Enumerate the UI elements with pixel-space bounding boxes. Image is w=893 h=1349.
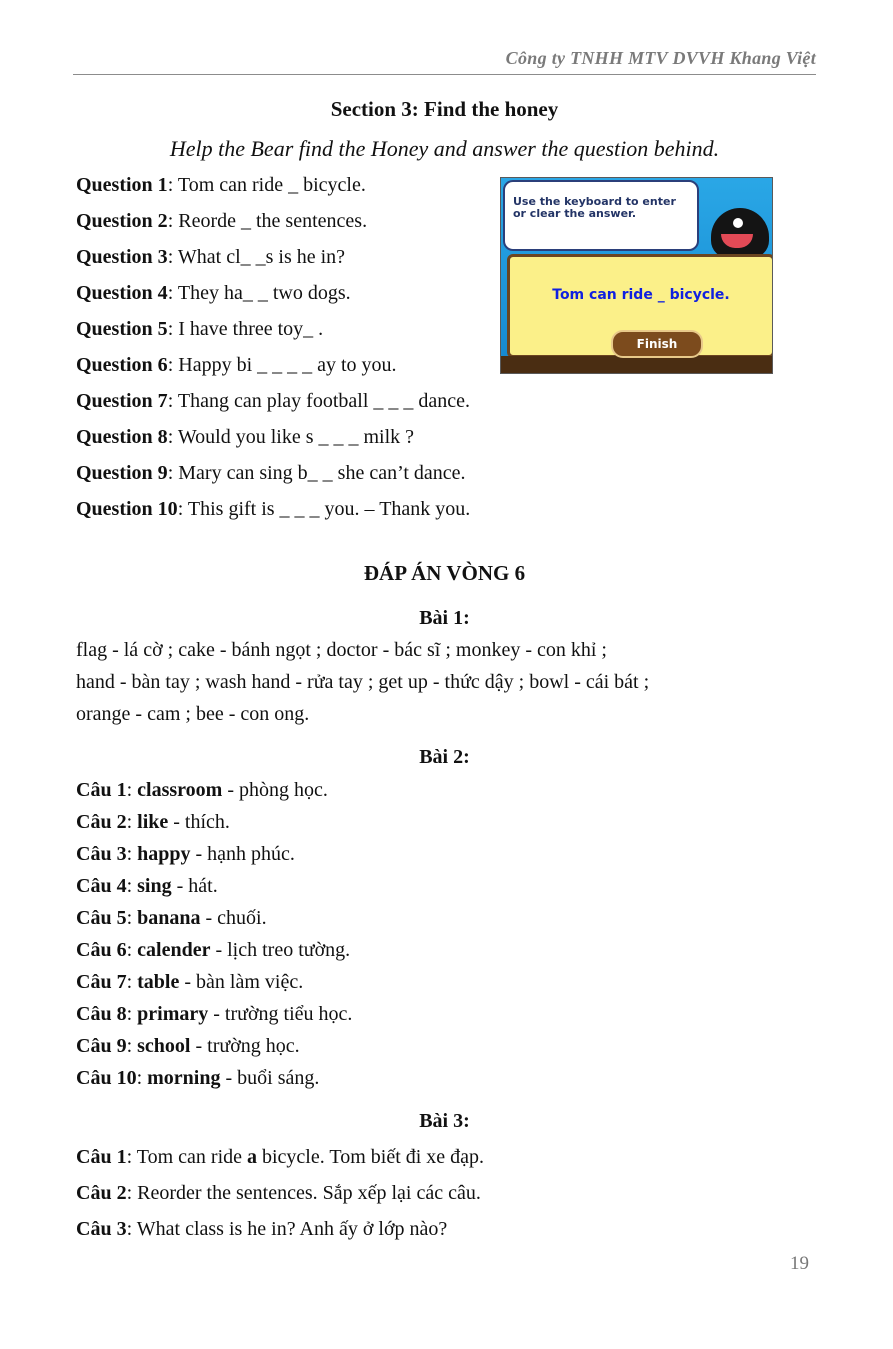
question-text: : Tom can ride _ bicycle. <box>167 174 366 196</box>
answer-item <box>76 1146 484 1169</box>
answer-meaning: - bàn làm việc. <box>179 971 304 993</box>
answer-label: Câu 4 <box>76 875 127 897</box>
question-line <box>76 174 366 197</box>
finish-button[interactable]: Finish <box>611 330 703 358</box>
bai1-line: flag - lá cờ ; cake - bánh ngọt ; doctor - bác sĩ ; monkey - con khỉ ; <box>76 639 607 661</box>
creature-mouth <box>721 234 753 248</box>
answer-meaning: - phòng học. <box>222 779 328 801</box>
question-label: Question 7 <box>76 390 168 412</box>
answer-label: Câu 1 <box>76 779 127 801</box>
question-label: Question 2 <box>76 210 168 232</box>
answer-word: calender <box>137 939 211 961</box>
answer-label: Câu 5 <box>76 907 127 929</box>
answer-word: sing <box>137 875 172 897</box>
question-label: Question 6 <box>76 354 168 376</box>
answers-title: ĐÁP ÁN VÒNG 6 <box>363 561 526 585</box>
answer-item: Câu 7: table - bàn làm việc. <box>76 971 304 993</box>
question-line <box>76 390 470 413</box>
ground <box>501 356 772 373</box>
answer-word: morning <box>147 1067 221 1089</box>
answer-meaning: - hạnh phúc. <box>190 843 295 865</box>
answer-item: Câu 9: school - trường học. <box>76 1035 300 1057</box>
question-line <box>76 462 466 485</box>
answer-item: Câu 1: classroom - phòng học. <box>76 779 328 801</box>
question-label: Question 1 <box>76 174 168 196</box>
answer-item: Câu 6: calender - lịch treo tường. <box>76 939 351 961</box>
answer-word: table <box>137 971 180 993</box>
answer-label: Câu 2 <box>76 811 127 833</box>
answer-item: Câu 3: happy - hạnh phúc. <box>76 843 295 865</box>
answer-meaning: - buổi sáng. <box>220 1067 320 1089</box>
question-text: : Reorde _ the sentences. <box>167 210 368 232</box>
creature-icon <box>711 208 769 258</box>
answer-word: banana <box>137 907 201 929</box>
answer-label: Câu 7 <box>76 971 127 993</box>
bai1-line: orange - cam ; bee - con ong. <box>76 703 310 725</box>
answer-meaning: - lịch treo tường. <box>210 939 351 961</box>
answer-label: Câu 8 <box>76 1003 127 1025</box>
answer-label: Câu 3 <box>76 843 127 865</box>
question-line <box>76 246 345 269</box>
answer-label: Câu 2 <box>76 1182 127 1204</box>
question-line <box>76 426 414 449</box>
answer-label: Câu 1 <box>76 1146 127 1168</box>
question-text: : I have three toy_ . <box>167 318 324 340</box>
answer-text: bicycle. Tom biết đi xe đạp. <box>257 1146 485 1168</box>
answer-item: Câu 10: morning - buổi sáng. <box>76 1067 320 1089</box>
question-text: : Would you like s _ _ _ milk ? <box>167 426 415 448</box>
answer-word: a <box>247 1146 257 1168</box>
bai3-heading: Bài 3: <box>419 1110 470 1132</box>
answer-item: Câu 8: primary - trường tiểu học. <box>76 1003 353 1025</box>
question-text: : Mary can sing b_ _ she can’t dance. <box>167 462 466 484</box>
answer-label: Câu 9 <box>76 1035 127 1057</box>
question-line <box>76 498 470 521</box>
answer-word: happy <box>137 843 191 865</box>
answer-word: like <box>137 811 169 833</box>
answer-meaning: - thích. <box>168 811 230 833</box>
answer-meaning: - chuối. <box>200 907 267 929</box>
answer-text: : What class is he in? Anh ấy ở lớp nào? <box>126 1218 448 1240</box>
bai2-heading: Bài 2: <box>419 746 470 768</box>
answer-label: Câu 6 <box>76 939 127 961</box>
question-label: Question 8 <box>76 426 168 448</box>
answer-word: primary <box>137 1003 209 1025</box>
question-label: Question 10 <box>76 498 178 520</box>
answer-item: Câu 4: sing - hát. <box>76 875 218 897</box>
answer-label: Câu 10 <box>76 1067 137 1089</box>
question-line <box>76 354 397 377</box>
page-number: 19 <box>790 1253 809 1274</box>
bubble-text: Use the keyboard to enter or clear the answer. <box>513 195 676 220</box>
answer-meaning: - trường học. <box>190 1035 300 1057</box>
question-label: Question 3 <box>76 246 168 268</box>
answer-text: : Reorder the sentences. Sắp xếp lại các câu. <box>126 1182 481 1204</box>
company-name: Công ty TNHH MTV DVVH Khang Việt <box>505 48 816 68</box>
question-text: : What cl_ _s is he in? <box>167 246 346 268</box>
answer-word: school <box>137 1035 191 1057</box>
question-line <box>76 210 367 233</box>
answer-meaning: - trường tiểu học. <box>208 1003 353 1025</box>
creature-eye <box>733 218 743 228</box>
section-subtitle: Help the Bear find the Honey and answer the question behind. <box>169 136 720 161</box>
question-text: : Thang can play football _ _ _ dance. <box>167 390 471 412</box>
answer-label: Câu 3 <box>76 1218 127 1240</box>
bai1-line: hand - bàn tay ; wash hand - rửa tay ; get up - thức dậy ; bowl - cái bát ; <box>76 671 650 693</box>
answer-text: : Tom can ride <box>126 1146 247 1168</box>
answer-item: Câu 5: banana - chuối. <box>76 907 267 929</box>
answer-item <box>76 1218 447 1241</box>
speech-bubble <box>503 180 699 251</box>
game-screenshot <box>500 177 773 374</box>
answer-meaning: - hát. <box>171 875 218 897</box>
question-label: Question 5 <box>76 318 168 340</box>
bai1-heading: Bài 1: <box>419 607 470 629</box>
page-header <box>73 48 816 75</box>
answer-word: classroom <box>137 779 223 801</box>
question-line <box>76 318 323 341</box>
answer-item <box>76 1182 481 1205</box>
answer-item: Câu 2: like - thích. <box>76 811 230 833</box>
section-title: Section 3: Find the honey <box>330 97 559 121</box>
question-label: Question 9 <box>76 462 168 484</box>
question-text: : Happy bi _ _ _ _ ay to you. <box>167 354 397 376</box>
question-line <box>76 282 351 305</box>
question-text: : They ha_ _ two dogs. <box>167 282 351 304</box>
question-label: Question 4 <box>76 282 168 304</box>
board-question-text: Tom can ride _ bicycle. <box>552 287 730 303</box>
question-text: : This gift is _ _ _ you. – Thank you. <box>177 498 471 520</box>
